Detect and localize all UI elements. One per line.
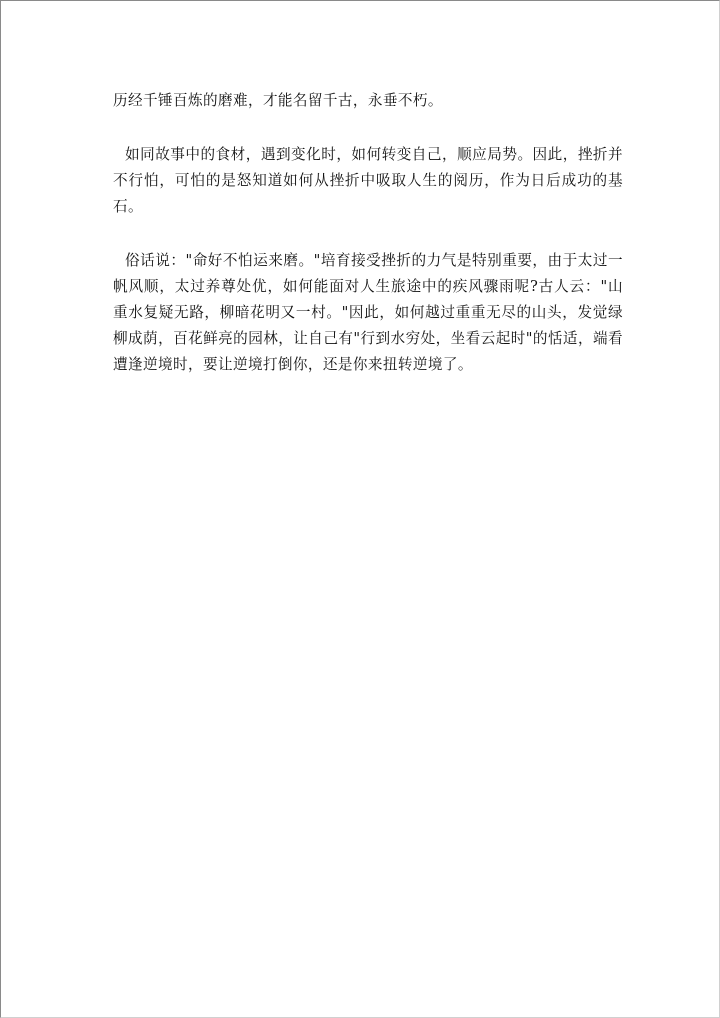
document-body	[113, 88, 623, 406]
paragraph-1: 历经千锤百炼的磨难，才能名留千古，永垂不朽。	[113, 92, 443, 109]
paragraph-2: 如同故事中的食材，遇到变化时，如何转变自己，顺应局势。因此，挫折并不行怕，可怕的是怒知道如何从挫折中吸取人生的阅历，作为日后成功的基石。	[113, 146, 623, 215]
paragraph-3: 俗话说："命好不怕运来磨。"培育接受挫折的力气是特别重要，由于太过一帆风顺，太过养尊处优，如何能面对人生旅途中的疾风骤雨呢?古人云："山重水复疑无路，柳暗花明又一村。"因此，如何越过重重无尽的山头，发觉绿柳成荫，百花鲜亮的园林，让自己有"行到水穷处，坐看云起时"的恬适，端看遭逢逆境时，要让逆境打倒你，还是你来扭转逆境了。	[113, 252, 623, 373]
